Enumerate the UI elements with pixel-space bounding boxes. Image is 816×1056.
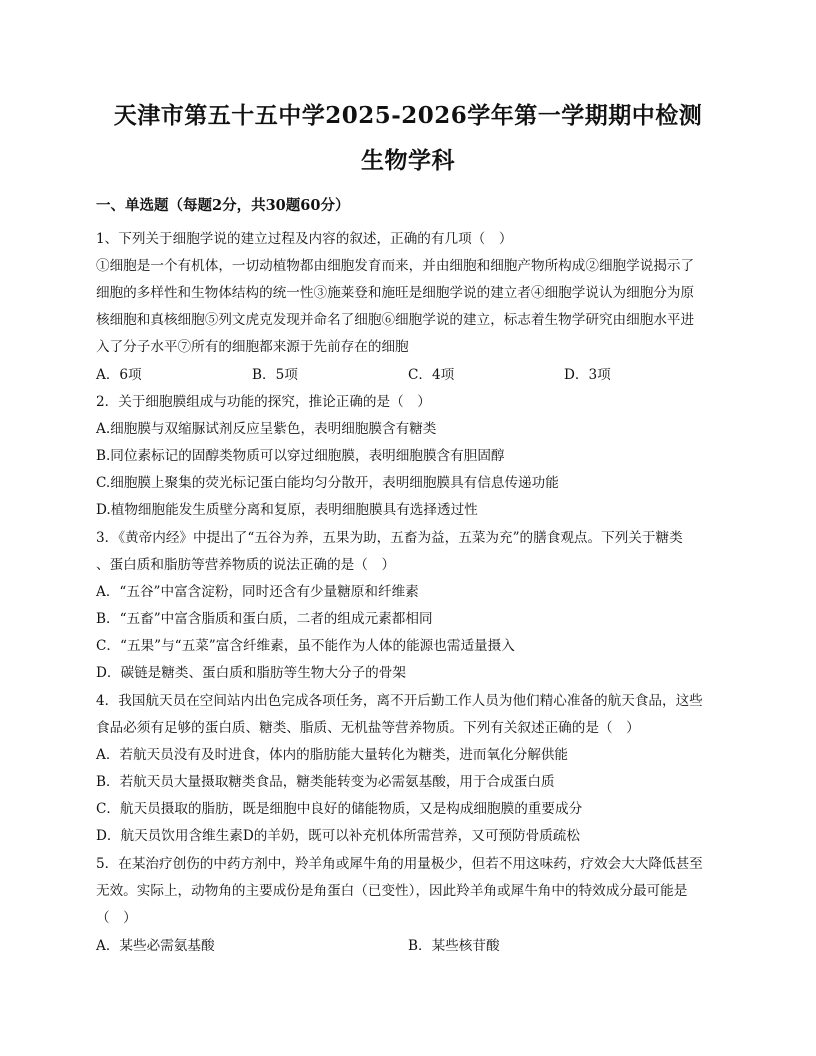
question-1-stem: 1、下列关于细胞学说的建立过程及内容的叙述，正确的有几项（ ） bbox=[96, 231, 513, 247]
question-4-option-d: D．航天员饮用含维生素D的羊奶，既可以补充机体所需营养，又可预防骨质疏松 bbox=[96, 828, 580, 844]
exam-subject: 生物学科 bbox=[361, 147, 455, 174]
question-5-option-b: B．某些核苷酸 bbox=[408, 938, 500, 954]
exam-title: 天津市第五十五中学2025-2026学年第一学期期中检测 bbox=[113, 102, 703, 129]
question-5-stem-cont: 无效。实际上，动物角的主要成份是角蛋白（已变性），因此羚羊角或犀牛角中的特效成分最可能是 bbox=[96, 883, 688, 899]
question-4-stem: 4．我国航天员在空间站内出色完成各项任务，离不开后勤工作人员为他们精心准备的航天食品，这些 bbox=[96, 693, 703, 709]
question-1-text-line: 核细胞和真核细胞⑤列文虎克发现并命名了细胞⑥细胞学说的建立，标志着生物学研究由细胞水平进 bbox=[96, 312, 695, 328]
question-4-stem-cont: 食品必须有足够的蛋白质、糖类、脂质、无机盐等营养物质。下列有关叙述正确的是（ ） bbox=[96, 720, 640, 736]
question-1-text-line: ①细胞是一个有机体，一切动植物都由细胞发育而来，并由细胞和细胞产物所构成②细胞学说揭示了 bbox=[96, 258, 695, 274]
question-3-stem: 3．《黄帝内经》中提出了“五谷为养，五果为助，五畜为益，五菜为充”的膳食观点。下列关于糖类 bbox=[96, 530, 683, 546]
question-2-option-c: C.细胞膜上聚集的荧光标记蛋白能均匀分散开，表明细胞膜具有信息传递功能 bbox=[96, 475, 559, 491]
question-5-stem: 5．在某治疗创伤的中药方剂中，羚羊角或犀牛角的用量极少，但若不用这味药，疗效会大大降低甚至 bbox=[96, 856, 703, 872]
question-5-answer-blank: （ ） bbox=[96, 910, 137, 926]
question-1-option-b: B．5项 bbox=[252, 367, 298, 383]
question-1-option-a: A．6项 bbox=[96, 367, 142, 383]
section-heading: 一、单选题（每题2分，共30题60分） bbox=[96, 197, 350, 214]
question-3-option-c: C．“五果”与“五菜”富含纤维素，虽不能作为人体的能源也需适量摄入 bbox=[96, 638, 515, 654]
question-3-stem-cont: 、蛋白质和脂肪等营养物质的说法正确的是（ ） bbox=[96, 557, 396, 573]
question-1-option-d: D．3项 bbox=[564, 367, 611, 383]
question-1-option-c: C．4项 bbox=[408, 367, 455, 383]
question-3-option-a: A．“五谷”中富含淀粉，同时还含有少量糖原和纤维素 bbox=[96, 584, 419, 600]
question-3-option-d: D．碳链是糖类、蛋白质和脂肪等生物大分子的骨架 bbox=[96, 665, 406, 681]
question-1-text-line: 入了分子水平⑦所有的细胞都来源于先前存在的细胞 bbox=[96, 339, 409, 355]
question-4-option-b: B．若航天员大量摄取糖类食品，糖类能转变为必需氨基酸，用于合成蛋白质 bbox=[96, 774, 555, 790]
question-4-option-c: C．航天员摄取的脂肪，既是细胞中良好的储能物质，又是构成细胞膜的重要成分 bbox=[96, 801, 583, 817]
question-2-option-b: B.同位素标记的固醇类物质可以穿过细胞膜，表明细胞膜含有胆固醇 bbox=[96, 448, 505, 464]
question-5-option-a: A．某些必需氨基酸 bbox=[96, 938, 215, 954]
question-2-stem: 2．关于细胞膜组成与功能的探究，推论正确的是（ ） bbox=[96, 394, 431, 410]
question-3-option-b: B．“五畜”中富含脂质和蛋白质，二者的组成元素都相同 bbox=[96, 611, 433, 627]
question-2-option-a: A.细胞膜与双缩脲试剂反应呈紫色，表明细胞膜含有糖类 bbox=[96, 421, 437, 437]
question-4-option-a: A．若航天员没有及时进食，体内的脂肪能大量转化为糖类，进而氧化分解供能 bbox=[96, 747, 569, 763]
question-2-option-d: D.植物细胞能发生质壁分离和复原，表明细胞膜具有选择透过性 bbox=[96, 502, 478, 518]
question-1-text-line: 细胞的多样性和生物体结构的统一性③施莱登和施旺是细胞学说的建立者④细胞学说认为细胞分为原 bbox=[96, 285, 695, 301]
